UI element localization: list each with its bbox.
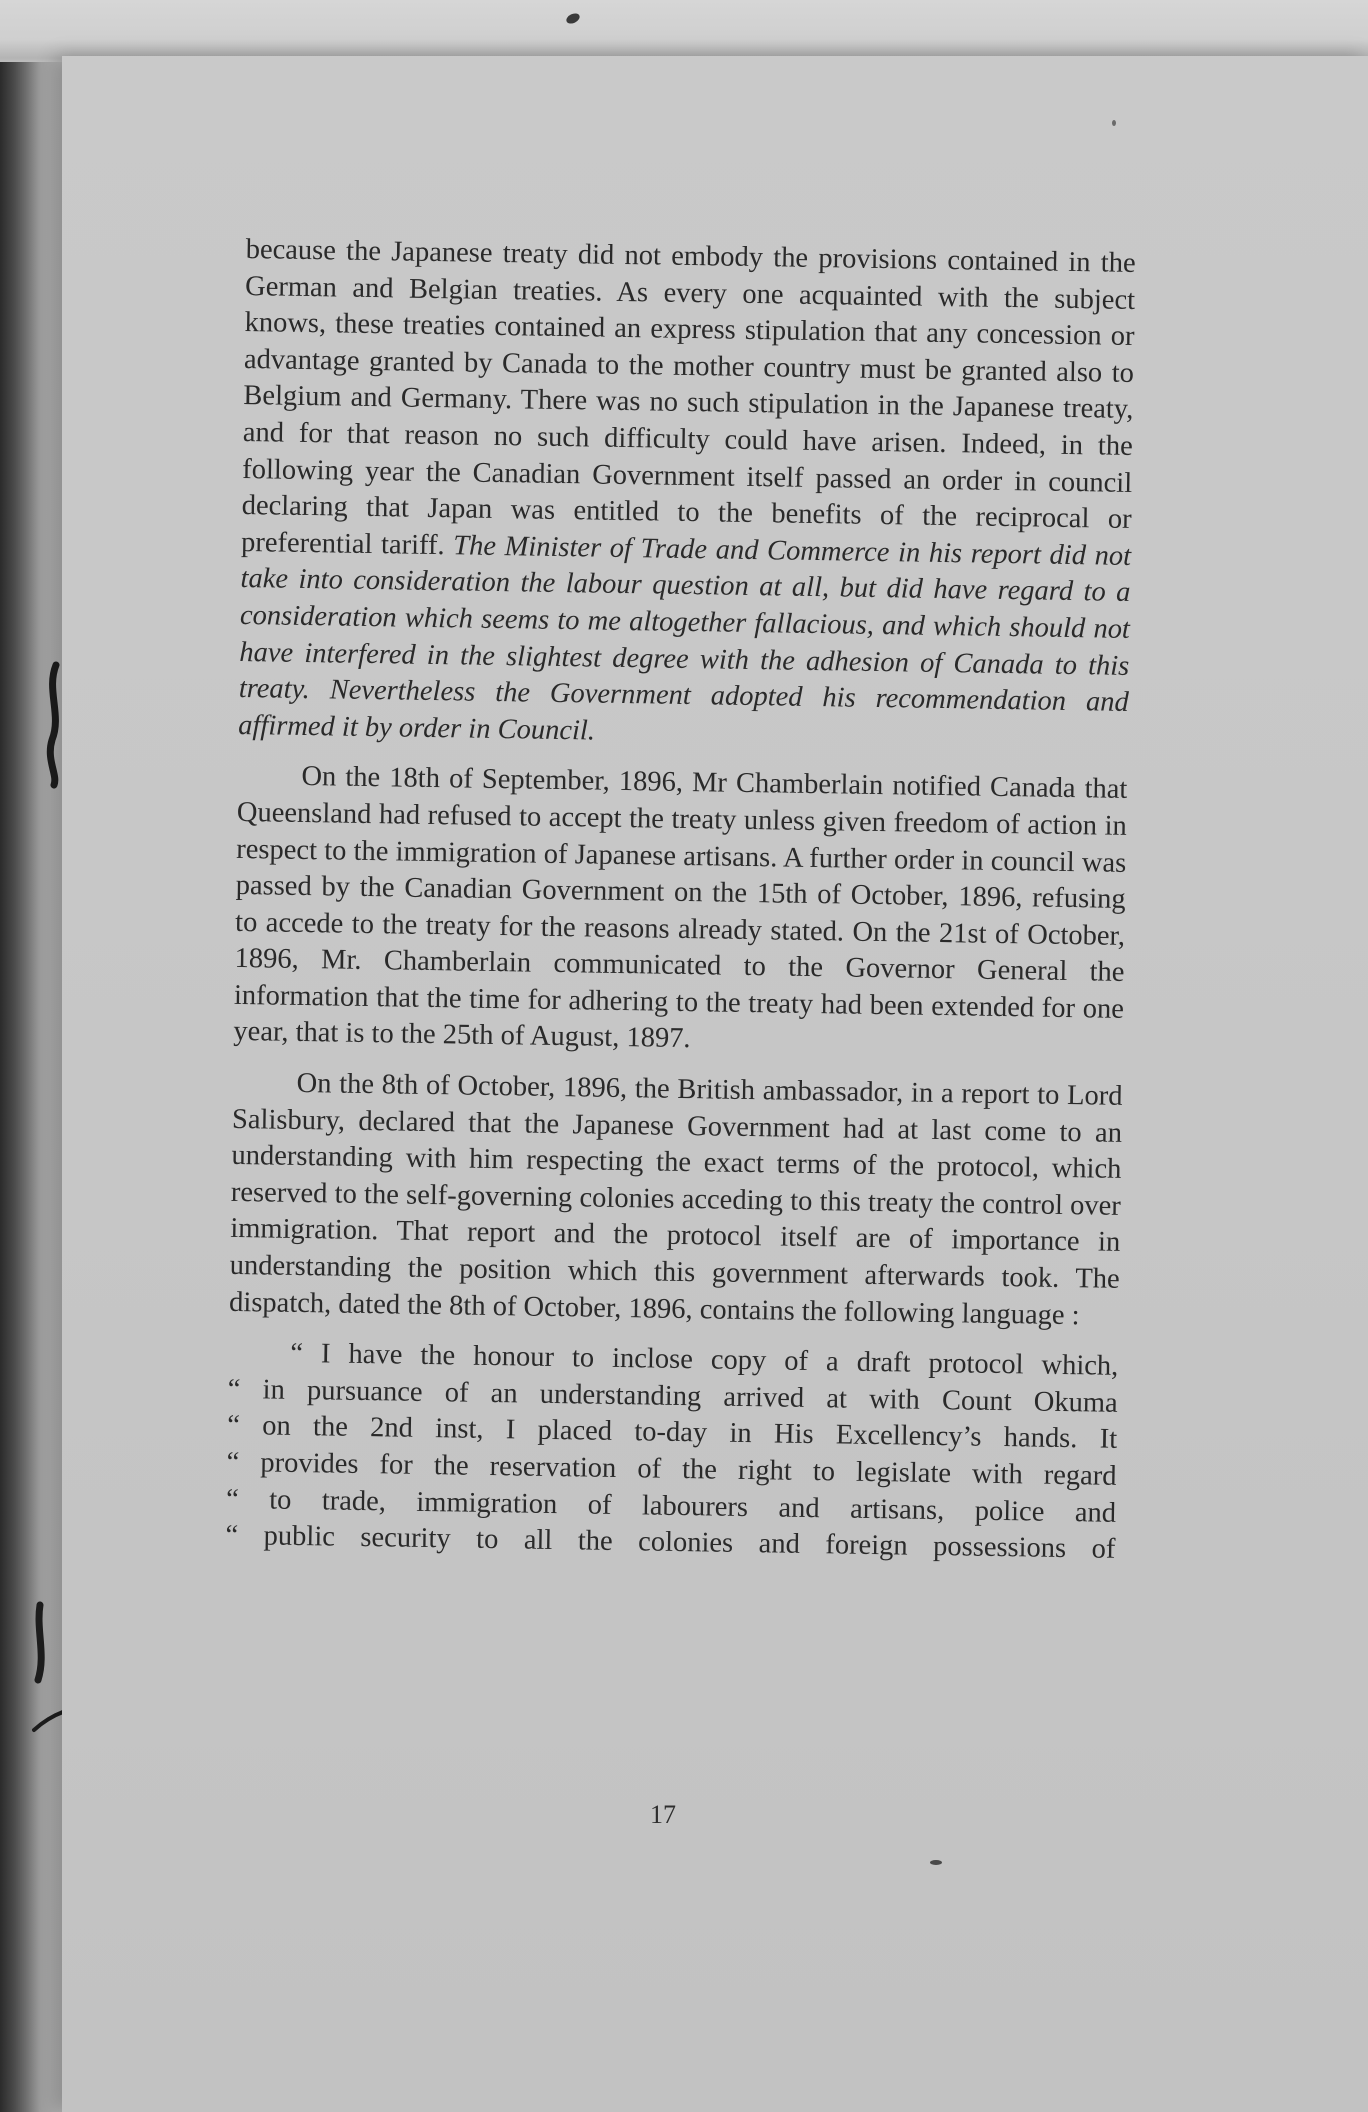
paragraph-1-italic-text: The Minister of Trade and Commerce in his report did not take into consideration the labour question at all, but did have regard to a consideration which seems to me altogether fallacious, and which should not have interfered in the slightest degree with the adhesion of Canada to this treaty. Nevertheless the Government adopted his recommendation and affirmed it by order in Council. <box>238 530 1132 747</box>
paragraph-1 <box>238 232 1136 758</box>
quote-line: “ to trade, immigration of labourers and artisans, police and <box>225 1483 1117 1529</box>
paragraph-1-text: because the Japanese treaty did not embody the provisions contained in the German and Belgian treaties. As every one acquainted with the subject knows, these treaties contained an express stipulation that any concession or advantage granted by Canada to the mother country must be granted also to Belgium and Germany. There was no such stipulation in the Japanese treaty, and for that reason no such difficulty could have arisen. Indeed, in the following year the Canadian Government itself passed an order in council declaring that Japan was entitled to the benefits of the reciprocal or preferential tariff. <box>240 233 1136 562</box>
quote-line: “ in pursuance of an understanding arrived at with Count Okuma <box>227 1373 1118 1419</box>
quote-line: “ public security to all the colonies and foreign possessions of <box>225 1520 1116 1566</box>
quote-line: “ I have the honour to inclose copy of a draft protocol which, <box>290 1338 1119 1383</box>
quote-line: “ on the 2nd inst, I placed to-day in His Excellency’s hands. It <box>227 1410 1118 1456</box>
quoted-dispatch <box>225 1335 1118 1569</box>
paragraph-3: On the 8th of October, 1896, the British ambassador, in a report to Lord Salisbury, declared that the Japanese Government had at last come to an understanding with him respecting the exact terms of the protocol, which reserved to the self-governing colonies acceding to this treaty the control over immigration. That report and the protocol itself are of importance in understanding the position which this government afterwards took. The dispatch, dated the 8th of October, 1896, contains the following language : <box>228 1067 1123 1331</box>
scanner-top-edge <box>0 0 1368 62</box>
tiny-speck <box>1112 120 1116 126</box>
quote-line: “ provides for the reservation of the right to legislate with regard <box>226 1446 1117 1492</box>
tiny-speck <box>930 1860 942 1865</box>
page-number: 17 <box>650 1800 676 1829</box>
body-text <box>225 232 1136 1569</box>
paragraph-2: On the 18th of September, 1896, Mr Chamberlain notified Canada that Queensland had refused to accept the treaty unless given freedom of action in respect to the immigration of Japanese artisans. A further order in council was passed by the Canadian Government on the 15th of October, 1896, refusing to accede to the treaty for the reasons already stated. On the 21st of October, 1896, Mr. Chamberlain communicated to the Governor General the information that the time for adhering to the treaty had been extended for one year, that is to the 25th of August, 1897. <box>233 761 1128 1055</box>
